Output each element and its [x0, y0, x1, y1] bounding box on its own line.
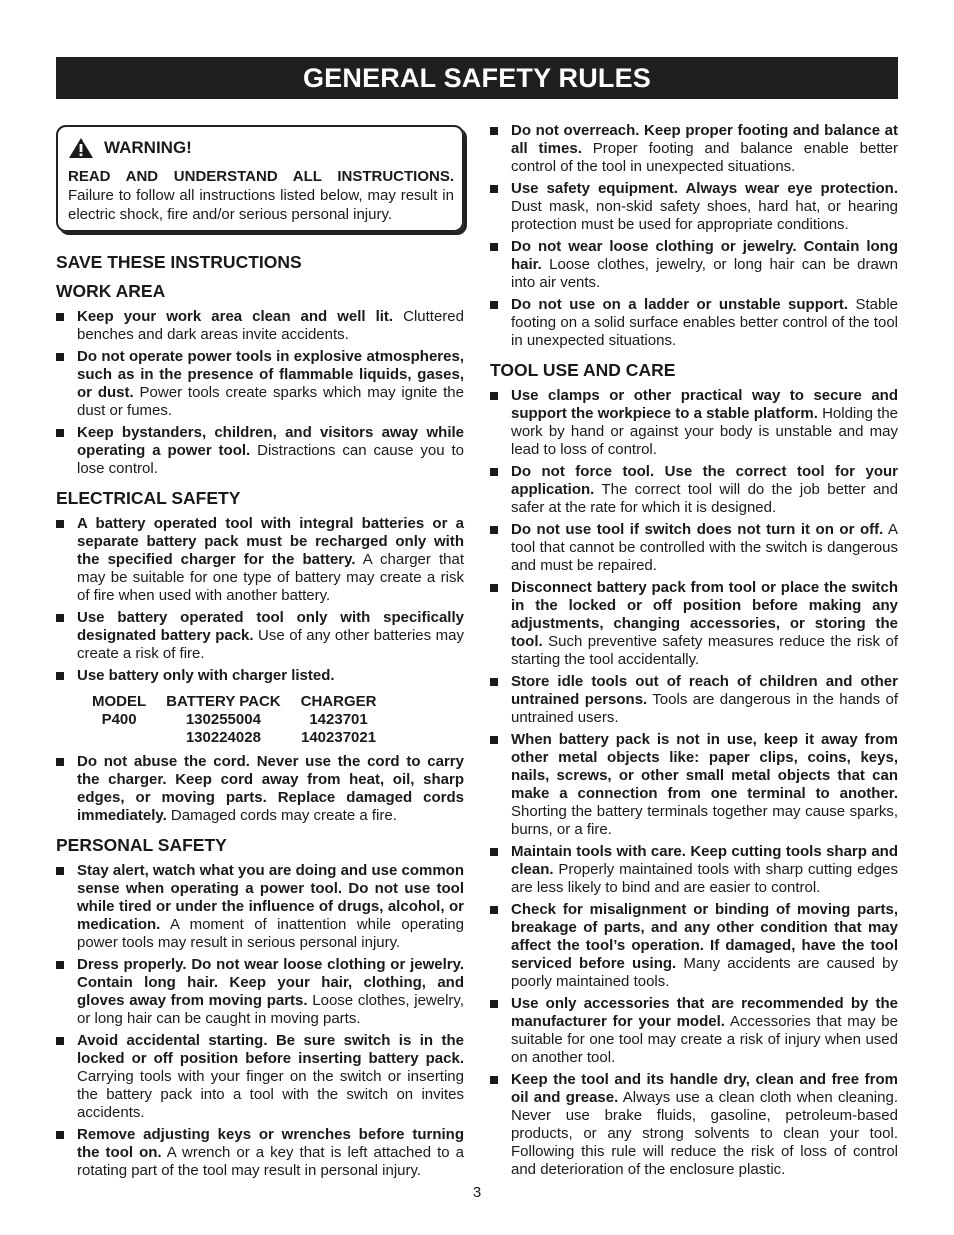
rule-bold-text: Use battery operated tool only with specifically designated battery pack. — [77, 609, 464, 644]
bullet-icon — [490, 678, 498, 686]
rule-text: A wrench or a key that is left attached to a rotating part of the tool may result in personal injury. — [77, 1144, 464, 1179]
rule-bold-text: Keep the tool and its handle dry, clean and free from oil and grease. — [511, 1071, 898, 1106]
warning-bold-text: READ AND UNDERSTAND ALL INSTRUCTIONS. — [68, 168, 454, 185]
tool-use-list — [490, 387, 898, 1179]
list-item — [56, 609, 464, 663]
table-row — [92, 711, 396, 729]
table-header: BATTERY PACK — [166, 693, 281, 710]
bullet-icon — [490, 468, 498, 476]
list-item — [56, 1126, 464, 1180]
list-item — [490, 901, 898, 991]
list-item — [490, 463, 898, 517]
left-column — [56, 125, 464, 1190]
list-item — [490, 122, 898, 176]
bullet-icon — [490, 526, 498, 534]
rule-bold-text: Avoid accidental starting. Be sure switch is in the locked or off position before inserting battery pack. — [77, 1032, 464, 1067]
list-item — [490, 1071, 898, 1179]
rule-text: A charger that may be suitable for one type of battery may create a risk of fire when used with another battery. — [77, 551, 464, 604]
bullet-icon — [490, 301, 498, 309]
bullet-icon — [56, 961, 64, 969]
bullet-icon — [56, 353, 64, 361]
rule-text: Holding the work by hand or against your body is unstable and may lead to loss of control. — [511, 405, 898, 458]
table-cell: P400 — [101, 711, 137, 728]
rule-text: Distractions can cause you to lose control. — [77, 442, 464, 477]
bullet-icon — [490, 848, 498, 856]
charger-table — [92, 693, 396, 747]
bullet-icon — [56, 429, 64, 437]
list-item — [56, 862, 464, 952]
rule-bold-text: Use safety equipment. Always wear eye protection. — [511, 180, 898, 197]
electrical-safety-list — [56, 515, 464, 685]
page-title: GENERAL SAFETY RULES — [302, 63, 652, 93]
rule-bold-text: Check for misalignment or binding of moving parts, breakage of parts, and any other condition that may affect the tool’s operation. If damaged, have the tool serviced before using. — [511, 901, 898, 972]
rule-text: Proper footing and balance enable better control of the tool in unexpected situations. — [511, 140, 898, 175]
bullet-icon — [490, 185, 498, 193]
bullet-icon — [490, 736, 498, 744]
list-item — [56, 424, 464, 478]
rule-text: Loose clothes, jewelry, or long hair can be drawn into air vents. — [511, 256, 898, 291]
save-instructions-heading: SAVE THESE INSTRUCTIONS — [56, 252, 302, 272]
rule-text: Tools are dangerous in the hands of untrained users. — [511, 691, 898, 726]
rule-text: Such preventive safety measures reduce the risk of starting the tool accidentally. — [511, 633, 898, 668]
list-item — [56, 348, 464, 420]
rule-text: Dust mask, non-skid safety shoes, hard hat, or hearing protection must be used for appropriate conditions. — [511, 198, 898, 233]
list-item — [490, 673, 898, 727]
rule-bold-text: Stay alert, watch what you are doing and use common sense when operating a power tool. Do not use tool while tired or under the influence of drugs, alcohol, or medication. — [77, 862, 464, 933]
electrical-safety-heading: ELECTRICAL SAFETY — [56, 488, 241, 508]
rule-bold-text: A battery operated tool with integral batteries or a separate battery pack must be recharged only with the specified charger for the battery. — [77, 515, 464, 568]
list-item — [490, 296, 898, 350]
rule-text: Accessories that may be suitable for one tool may create a risk of injury when used on another tool. — [511, 1013, 898, 1066]
rule-bold-text: Do not abuse the cord. Never use the cord to carry the charger. Keep cord away from heat, oil, sharp edges, or moving parts. Replace damaged cords immediately. — [77, 753, 464, 824]
rule-bold-text: Dress properly. Do not wear loose clothing or jewelry. Contain long hair. Keep your hair, clothing, and gloves away from moving parts. — [77, 956, 464, 1009]
table-cell: 130224028 — [185, 729, 261, 746]
list-item — [490, 238, 898, 292]
bullet-icon — [56, 867, 64, 875]
bullet-icon — [490, 584, 498, 592]
bullet-icon — [490, 243, 498, 251]
rule-bold-text: Store idle tools out of reach of children and other untrained persons. — [511, 673, 898, 708]
list-item — [490, 843, 898, 897]
bullet-icon — [56, 614, 64, 622]
electrical-safety-list-continued — [56, 753, 464, 825]
list-item — [56, 667, 464, 685]
list-item — [56, 1032, 464, 1122]
table-header-row — [92, 693, 396, 711]
work-area-heading: WORK AREA — [56, 281, 166, 301]
rule-text: Stable footing on a solid surface enables better control of the tool in unexpected situations. — [511, 296, 899, 349]
warning-box — [56, 125, 464, 232]
rule-bold-text: Remove adjusting keys or wrenches before turning the tool on. — [77, 1126, 464, 1161]
rule-bold-text: Do not use on a ladder or unstable support. — [511, 296, 849, 313]
bullet-icon — [56, 1131, 64, 1139]
list-item — [490, 180, 898, 234]
rule-bold-text: Do not use tool if switch does not turn it on or off. — [511, 521, 884, 538]
table-cell — [92, 729, 166, 747]
rule-bold-text: Keep bystanders, children, and visitors away while operating a power tool. — [77, 424, 464, 459]
rule-text: Carrying tools with your finger on the switch or inserting the battery pack into a tool with the switch on invites accidents. — [77, 1068, 464, 1121]
list-item — [56, 753, 464, 825]
bullet-icon — [56, 758, 64, 766]
bullet-icon — [56, 520, 64, 528]
rule-text: Shorting the battery terminals together may cause sparks, burns, or a fire. — [511, 803, 898, 838]
tool-use-heading: TOOL USE AND CARE — [490, 360, 676, 380]
personal-safety-list — [56, 862, 464, 1180]
rule-bold-text: Do not force tool. Use the correct tool for your application. — [511, 463, 898, 498]
personal-safety-heading: PERSONAL SAFETY — [56, 835, 227, 855]
list-item — [490, 731, 898, 839]
warning-header — [68, 137, 454, 159]
rule-bold-text: Use only accessories that are recommended by the manufacturer for your model. — [511, 995, 898, 1030]
rule-text: Power tools create sparks which may ignite the dust or fumes. — [77, 384, 464, 419]
rule-text: Use of any other batteries may create a risk of fire. — [77, 627, 464, 662]
rule-bold-text: When battery pack is not in use, keep it away from other metal objects like: paper clips, coins, keys, nails, screws, or other small metal objects that can make a connection from one terminal to another. — [511, 731, 898, 802]
bullet-icon — [490, 1000, 498, 1008]
rule-text: The correct tool will do the job better and safer at the rate for which it is designed. — [511, 481, 898, 516]
bullet-icon — [56, 313, 64, 321]
bullet-icon — [56, 1037, 64, 1045]
rule-bold-text: Use clamps or other practical way to secure and support the workpiece to a stable platform. — [511, 387, 898, 422]
bullet-icon — [490, 906, 498, 914]
rule-bold-text: Keep your work area clean and well lit. — [77, 308, 394, 325]
rule-text: Cluttered benches and dark areas invite accidents. — [77, 308, 464, 343]
table-row — [92, 729, 396, 747]
rule-text: A tool that cannot be controlled with the switch is dangerous and must be repaired. — [511, 521, 898, 574]
list-item — [56, 308, 464, 344]
bullet-icon — [490, 127, 498, 135]
rule-text: Properly maintained tools with sharp cutting edges are less likely to bind and are easier to control. — [511, 861, 898, 896]
bullet-icon — [56, 672, 64, 680]
table-cell: 130255004 — [185, 711, 261, 728]
warning-text — [68, 167, 454, 224]
table-cell: 1423701 — [309, 711, 368, 728]
page-title-banner — [56, 57, 898, 99]
bullet-icon — [490, 392, 498, 400]
table-header: CHARGER — [300, 693, 377, 710]
rule-bold-text: Do not overreach. Keep proper footing and balance at all times. — [511, 122, 898, 157]
rule-text: Damaged cords may create a fire. — [166, 807, 397, 824]
rule-bold-text: Use battery only with charger listed. — [77, 667, 335, 684]
personal-safety-list-continued — [490, 122, 898, 350]
rule-bold-text: Do not wear loose clothing or jewelry. Contain long hair. — [511, 238, 898, 273]
rule-bold-text: Do not operate power tools in explosive atmospheres, such as in the presence of flammable liquids, gases, or dust. — [77, 348, 464, 401]
warning-title: WARNING! — [104, 138, 192, 157]
rule-text: A moment of inattention while operating power tools may result in serious personal injury. — [77, 916, 464, 951]
rule-text: Loose clothes, jewelry, or long hair can be caught in moving parts. — [77, 992, 464, 1027]
rule-bold-text: Disconnect battery pack from tool or place the switch in the locked or off position before making any adjustments, changing accessories, or storing the tool. — [511, 579, 898, 650]
rule-text: Always use a clean cloth when cleaning. Never use brake fluids, gasoline, petroleum-based products, or any strong solvents to clean your tool. Following this rule will reduce the risk of loss of control and deterioration of the enclosure plastic. — [511, 1089, 898, 1178]
table-cell: 140237021 — [301, 729, 377, 746]
list-item — [490, 387, 898, 459]
rule-text: Many accidents are caused by poorly maintained tools. — [511, 955, 898, 990]
list-item — [490, 579, 898, 669]
list-item — [56, 956, 464, 1028]
warning-body-text: Failure to follow all instructions listed below, may result in electric shock, fire and/or serious personal injury. — [68, 187, 454, 223]
rule-bold-text: Maintain tools with care. Keep cutting tools sharp and clean. — [511, 843, 898, 878]
page-number: 3 — [472, 1184, 482, 1201]
warning-triangle-icon — [68, 137, 94, 159]
right-column — [490, 122, 898, 1189]
work-area-list — [56, 308, 464, 478]
list-item — [490, 995, 898, 1067]
list-item — [56, 515, 464, 605]
bullet-icon — [490, 1076, 498, 1084]
table-header: MODEL — [92, 693, 147, 710]
list-item — [490, 521, 898, 575]
